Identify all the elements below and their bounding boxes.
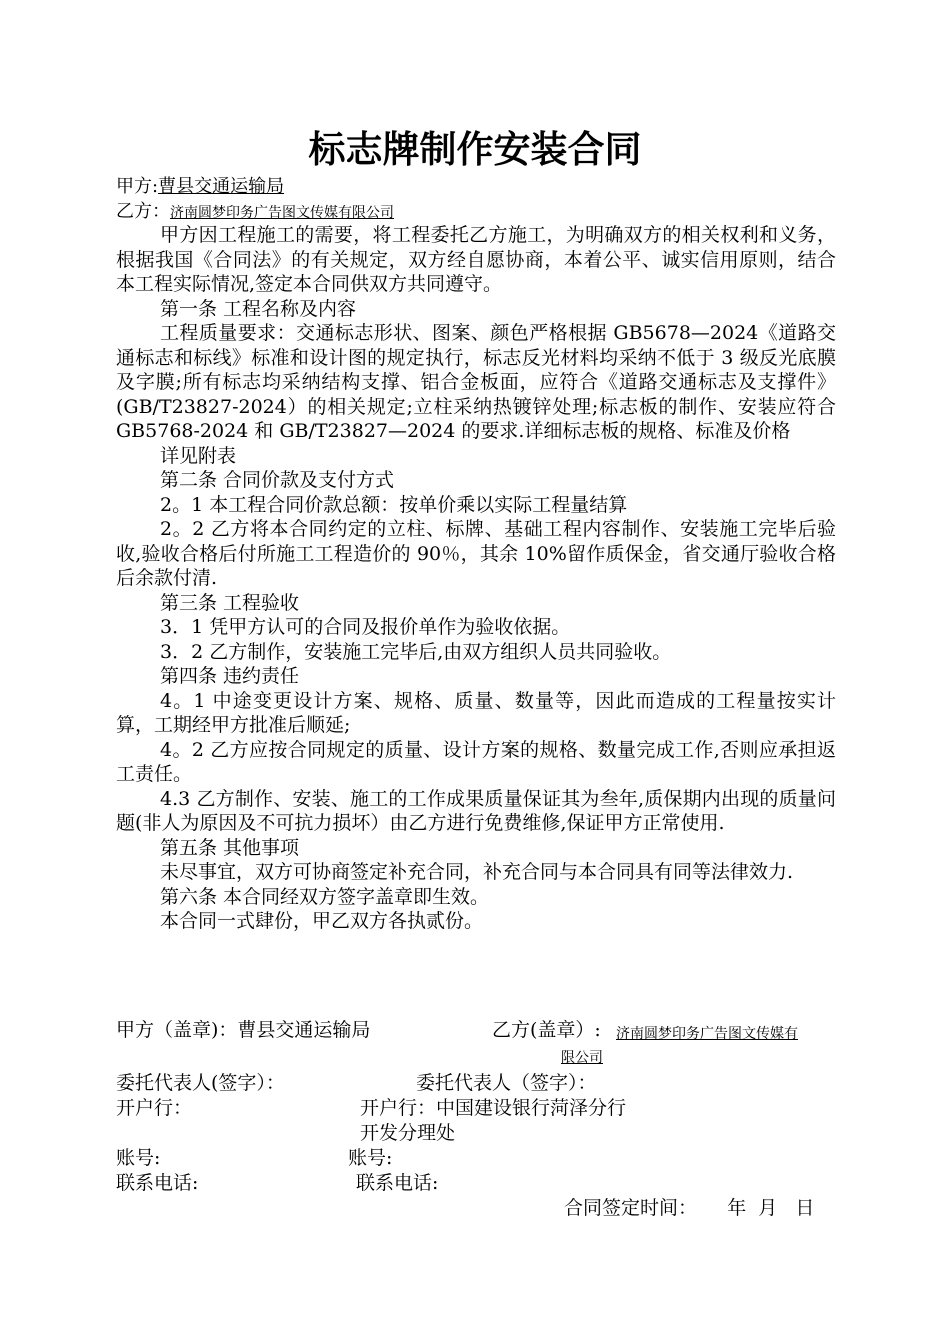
paragraph: 4。2 乙方应按合同规定的质量、设计方案的规格、数量完成工作,否则应承担返工责任。	[116, 738, 836, 785]
clause-heading: 第六条 本合同经双方签字盖章即生效。	[160, 885, 490, 908]
paragraph: 3．2 乙方制作，安装施工完毕后,由双方组织人员共同验收。	[160, 640, 672, 663]
party-a-account: 账号:	[116, 1147, 161, 1169]
party-b-label: 乙方：	[116, 201, 170, 222]
paragraph: 未尽事宜，双方可协商签定补充合同，补充合同与本合同具有同等法律效力.	[160, 861, 794, 883]
contract-title: 标志牌制作安装合同	[308, 128, 642, 171]
party-a-name: 曹县交通运输局	[158, 176, 285, 197]
clause-heading: 第三条 工程验收	[160, 591, 300, 614]
party-b-line	[116, 200, 394, 225]
clause-heading: 第四条 违约责任	[160, 665, 300, 687]
party-b-bank: 开户行：中国建设银行菏泽分行	[360, 1097, 627, 1119]
party-b-bank-branch: 开发分理处	[360, 1122, 456, 1144]
party-b-representative: 委托代表人（签字）：	[416, 1072, 597, 1094]
party-a-representative: 委托代表人(签字）：	[116, 1072, 285, 1094]
party-a-label: 甲方:	[116, 176, 159, 197]
paragraph: 工程质量要求：交通标志形状、图案、颜色严格根据 GB5678—2024《道路交通标志和标线》标准和设计图的规定执行，标志反光材料均采纳不低于 3 级反光底膜及字膜;所有标志均采纳结构支撑、铝合金板面，应符合《道路交通标志及支撑件》(GB/T23827-2024）的相关规定;立柱采纳热镀锌处理;标志板的制作、安装应符合 GB5768-2024 和 GB/T23827—2024 的要求.详细标志板的规格、标准及价格	[116, 322, 836, 442]
paragraph: 本合同一式肆份，甲乙双方各执贰份。	[160, 910, 484, 932]
paragraph: 详见附表	[160, 444, 237, 467]
party-b-account: 账号:	[348, 1147, 393, 1169]
paragraph: 2。2 乙方将本合同约定的立柱、标牌、基础工程内容制作、安装施工完毕后验收,验收合格后付所施工工程造价的 90％，其余 10%留作质保金，省交通厅验收合格后余款付清.	[116, 518, 836, 589]
party-a-line	[116, 175, 284, 199]
party-b-seal-label: 乙方(盖章）:	[492, 1019, 601, 1041]
party-b-seal-name-cont: 限公司	[561, 1050, 603, 1066]
clause-heading: 第五条 其他事项	[160, 836, 300, 859]
party-a-seal: 甲方（盖章)：曹县交通运输局	[116, 1019, 371, 1041]
party-a-phone: 联系电话:	[116, 1172, 199, 1194]
party-a-bank: 开户行：	[116, 1097, 193, 1119]
party-b-name: 济南圆梦印务广告图文传媒有限公司	[170, 205, 394, 221]
signing-date: 合同签定时间： 年 月 日	[564, 1197, 815, 1219]
paragraph: 甲方因工程施工的需要，将工程委托乙方施工，为明确双方的相关权利和义务，根据我国《合同法》的有关规定，双方经自愿协商，本着公平、诚实信用原则，结合本工程实际情况,签定本合同供双方共同遵守。	[116, 224, 836, 295]
contract-body	[116, 223, 836, 934]
paragraph: 2。1 本工程合同价款总额：按单价乘以实际工程量结算	[160, 493, 628, 516]
paragraph: 4。1 中途变更设计方案、规格、质量、数量等，因此而造成的工程量按实计算，工期经甲方批准后顺延;	[116, 689, 836, 736]
signature-block	[116, 1018, 836, 1218]
party-b-phone: 联系电话:	[356, 1172, 439, 1194]
paragraph: 3．1 凭甲方认可的合同及报价单作为验收依据。	[160, 616, 571, 638]
clause-heading: 第一条 工程名称及内容	[160, 297, 357, 320]
paragraph: 4.3 乙方制作、安装、施工的工作成果质量保证其为叁年,质保期内出现的质量问题(非人为原因及不可抗力损坏）由乙方进行免费维修,保证甲方正常使用.	[116, 787, 836, 834]
party-b-seal-name: 济南圆梦印务广告图文传媒有	[616, 1026, 798, 1042]
clause-heading: 第二条 合同价款及支付方式	[160, 469, 395, 491]
